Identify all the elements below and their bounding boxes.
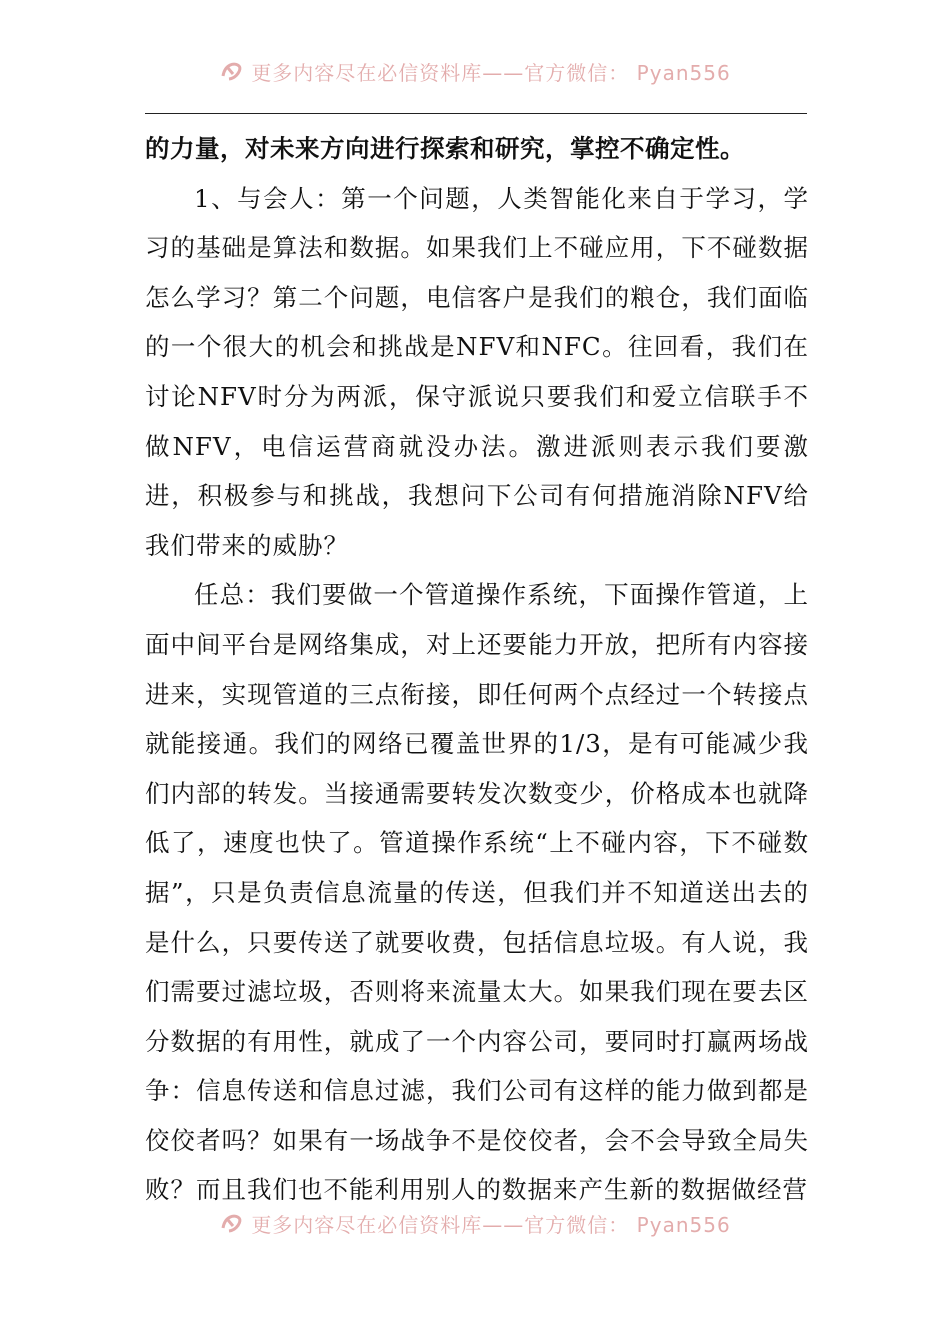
logo-icon	[219, 58, 245, 84]
document-body	[145, 124, 809, 1215]
paragraph-question: 1、与会人：第一个问题，人类智能化来自于学习，学习的基础是算法和数据。如果我们上不碰应用，下不碰数据怎么学习？第二个问题，电信客户是我们的粮仓，我们面临的一个很大的机会和挑战是NFV和NFC。往回看，我们在讨论NFV时分为两派，保守派说只要我们和爱立信联手不做NFV，电信运营商就没办法。激进派则表示我们要激进，积极参与和挑战，我想问下公司有何措施消除NFV给我们带来的威胁？	[145, 183, 809, 560]
logo-icon	[219, 1210, 245, 1236]
paragraph-answer: 任总：我们要做一个管道操作系统，下面操作管道，上面中间平台是网络集成，对上还要能力开放，把所有内容接进来，实现管道的三点衔接，即任何两个点经过一个转接点就能接通。我们的网络已覆盖世界的1/3，是有可能减少我们内部的转发。当接通需要转发次数变少，价格成本也就降低了，速度也快了。管道操作系统“上不碰内容，下不碰数据”，只是负责信息流量的传送，但我们并不知道送出去的是什么，只要传送了就要收费，包括信息垃圾。有人说，我们需要过滤垃圾，否则将来流量太大。如果我们现在要去区分数据的有用性，就成了一个内容公司，要同时打赢两场战争：信息传送和信息过滤，我们公司有这样的能力做到都是佼佼者吗？如果有一场战争不是佼佼者，会不会导致全局失败？而且我们也不能利用别人的数据来产生新的数据做经营	[145, 580, 809, 1205]
paragraph-continuation: 的力量，对未来方向进行探索和研究，掌控不确定性。	[145, 134, 745, 163]
watermark-text: 更多内容尽在必信资料库——官方微信： Pyan556	[251, 60, 731, 85]
watermark-footer	[0, 1206, 950, 1240]
watermark-header	[0, 54, 950, 88]
header-divider	[145, 113, 807, 114]
watermark-text: 更多内容尽在必信资料库——官方微信： Pyan556	[251, 1212, 731, 1237]
